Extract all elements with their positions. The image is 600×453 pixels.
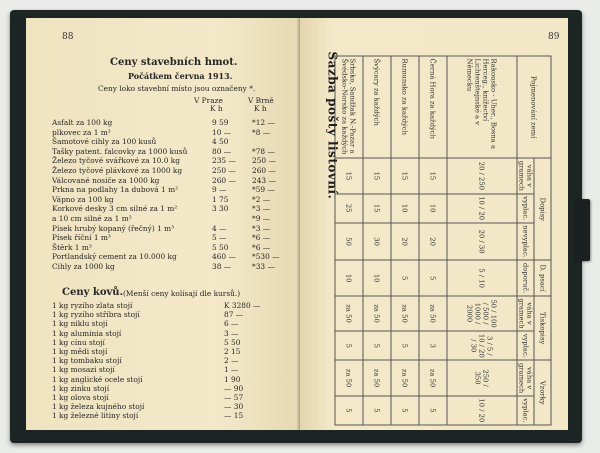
rate-cell-country: Rakousko - Uher., Bosna a Herceg., knížectví Lichtenštejnské a v Německu bbox=[447, 56, 517, 158]
rate-cell-sample-p: 10 / 20 bbox=[447, 396, 517, 425]
material-price-brno: *78 — bbox=[252, 146, 275, 156]
rate-cell-letter-w: 15 bbox=[391, 158, 419, 193]
rate-cell-print-p: 3 / 5 / 10 / 20 / 30 bbox=[447, 331, 517, 360]
material-price-brno: *6 — bbox=[252, 242, 271, 252]
th-card-rec: doporuč. bbox=[517, 260, 534, 295]
metal-price: — 90 bbox=[224, 383, 244, 393]
metal-price: — 15 bbox=[224, 411, 244, 421]
material-name: plkovec za 1 m² bbox=[52, 127, 111, 137]
rate-cell-print-w: za 50 bbox=[419, 296, 447, 331]
th-samples: Vzorky bbox=[534, 360, 551, 425]
metal-name: 1 kg ryzího stříbra stojí bbox=[52, 310, 140, 320]
rate-table-title: Sazba pošty listovní. bbox=[325, 51, 340, 200]
material-price-prague: 9 — bbox=[212, 185, 227, 195]
th-print-weight: váha v gramech bbox=[517, 296, 534, 331]
rate-cell-sample-w: za 50 bbox=[391, 360, 419, 395]
metal-price: 5 50 bbox=[224, 337, 241, 347]
rate-cell-country: Rumunsko za každých bbox=[391, 56, 419, 158]
th-prints: Tiskopisy bbox=[534, 296, 551, 361]
th-letter-unpaid: nevyplac. bbox=[517, 223, 534, 261]
th-letter-weight: váha v gramech bbox=[517, 158, 534, 193]
rate-row bbox=[419, 56, 447, 425]
material-price-prague: 4 — bbox=[212, 223, 227, 233]
metal-name: 1 kg tombaku stojí bbox=[52, 356, 122, 366]
material-name: Tašky patent. falcovky za 1000 kusů bbox=[52, 146, 188, 156]
rate-cell-country: Švýcary za každých bbox=[363, 56, 391, 158]
rate-cell-sample-p: 5 bbox=[363, 396, 391, 425]
rate-cell-print-p: 5 bbox=[335, 331, 363, 360]
material-price-prague: 9 59 bbox=[212, 118, 229, 127]
right-page-number: 89 bbox=[548, 32, 560, 42]
rate-cell-print-w: za 50 bbox=[363, 296, 391, 331]
left-page-number: 88 bbox=[62, 32, 74, 42]
col-unit-brno: K h bbox=[254, 104, 267, 113]
material-name: Písek říční 1 m³ bbox=[52, 233, 111, 243]
material-price-prague: 235 — bbox=[212, 156, 236, 166]
material-price-prague: 10 — bbox=[212, 127, 232, 137]
rate-cell-print-p: 5 bbox=[363, 331, 391, 360]
material-price-prague: 460 — bbox=[212, 252, 236, 262]
material-price-prague: 5 — bbox=[212, 233, 227, 243]
rate-cell-print-p: 3 bbox=[419, 331, 447, 360]
th-letter-paid: vyplac. bbox=[517, 194, 534, 223]
rate-cell-letter-w: 15 bbox=[419, 158, 447, 193]
metal-name: 1 kg železa kujného stojí bbox=[52, 402, 145, 412]
material-price-prague: 38 — bbox=[212, 262, 232, 271]
material-name: Štěrk 1 m³ bbox=[52, 242, 92, 252]
rate-cell-letter-u: 20 bbox=[391, 223, 419, 261]
rate-cell-sample-w: 250 / 350 bbox=[447, 360, 517, 395]
rate-cell-country: Černá Hora za každých bbox=[419, 56, 447, 158]
rate-cell-print-w: 50 / 100 / 500 / 1000 / 2000 bbox=[447, 296, 517, 331]
material-name: Písek hrubý kopaný (řečný) 1 m³ bbox=[52, 223, 175, 233]
metals-title: Ceny kovů. bbox=[62, 287, 124, 298]
rate-cell-letter-u: 20 / 30 bbox=[447, 223, 517, 261]
metal-name: 1 kg mosazi stojí bbox=[52, 365, 115, 375]
rate-cell-sample-w: za 50 bbox=[335, 360, 363, 395]
rate-cell-sample-w: za 50 bbox=[419, 360, 447, 395]
rate-cell-card: 5 bbox=[419, 260, 447, 295]
metal-price: 2 15 bbox=[224, 347, 241, 356]
col-unit-prague: K h bbox=[210, 104, 223, 113]
metal-price: — 30 bbox=[224, 402, 244, 412]
rate-cell-print-p: 5 bbox=[391, 331, 419, 360]
col-header-brno: V Brně bbox=[248, 96, 274, 105]
metals-note: (Menší ceny kolísají dle kursů.) bbox=[123, 289, 241, 298]
rate-cell-card: 10 bbox=[363, 260, 391, 295]
rate-cell-letter-w: 15 bbox=[335, 158, 363, 193]
metal-price: 87 — bbox=[224, 310, 244, 320]
rate-cell-letter-w: 20 / 250 bbox=[447, 158, 517, 193]
metal-price: 2 — bbox=[224, 356, 239, 366]
rate-cell-sample-w: za 50 bbox=[363, 360, 391, 395]
metal-name: 1 kg mědi stojí bbox=[52, 347, 108, 356]
rate-cell-print-w: za 50 bbox=[335, 296, 363, 331]
material-price-prague: 5 50 bbox=[212, 242, 229, 252]
metal-name: 1 kg ryzího zlata stojí bbox=[52, 301, 133, 310]
material-price-brno: 260 — bbox=[252, 166, 276, 175]
metal-name: 1 kg železné litiny stojí bbox=[52, 411, 139, 421]
metal-name: 1 kg olova stojí bbox=[52, 393, 109, 402]
metal-price: 1 90 bbox=[224, 374, 241, 384]
rate-row bbox=[391, 56, 419, 425]
rate-cell-letter-p: 15 bbox=[363, 194, 391, 223]
col-header-prague: V Praze bbox=[194, 96, 223, 105]
material-price-brno: *530 — bbox=[252, 252, 280, 262]
rate-row bbox=[447, 56, 517, 425]
metal-name: 1 kg anglické ocele stojí bbox=[52, 374, 143, 384]
rate-cell-letter-w: 15 bbox=[363, 158, 391, 193]
rate-cell-card: 5 / 10 bbox=[447, 260, 517, 295]
metal-price: 1 — bbox=[224, 365, 239, 375]
th-sample-paid: vyplac. bbox=[517, 396, 534, 425]
rate-cell-letter-p: 10 / 20 bbox=[447, 194, 517, 223]
rate-cell-sample-p: 5 bbox=[419, 396, 447, 425]
th-cards: D. psací bbox=[534, 260, 551, 295]
material-price-prague: 3 30 bbox=[212, 204, 229, 214]
material-price-brno: *12 — bbox=[252, 118, 275, 127]
rate-cell-sample-p: 5 bbox=[391, 396, 419, 425]
material-price-brno: *8 — bbox=[252, 127, 271, 137]
material-name: Železo tyčové plávkové za 1000 kg bbox=[52, 166, 183, 175]
material-name: Portlandský cement za 10.000 kg bbox=[52, 252, 177, 262]
material-name: Šamotové cihly za 100 kusů bbox=[52, 137, 157, 147]
rate-cell-card: 5 bbox=[391, 260, 419, 295]
material-name: Válcované nosiče za 1000 kg bbox=[52, 175, 160, 185]
rate-cell-letter-p: 25 bbox=[335, 194, 363, 223]
material-price-brno: *2 — bbox=[252, 194, 271, 204]
material-price-prague: 1 75 bbox=[212, 194, 229, 204]
metal-name: 1 kg cínu stojí bbox=[52, 337, 105, 347]
material-price-prague: 4 50 bbox=[212, 137, 229, 147]
metal-price: 3 — bbox=[224, 328, 239, 338]
material-price-brno: 250 — bbox=[252, 156, 276, 166]
material-price-prague: 80 — bbox=[212, 146, 232, 156]
metal-name: 1 kg niklu stojí bbox=[52, 319, 108, 329]
material-name: Vápno za 100 kg bbox=[52, 194, 114, 204]
material-price-brno: *3 — bbox=[252, 223, 271, 233]
rate-cell-letter-p: 10 bbox=[419, 194, 447, 223]
material-name: Cihly za 1000 kg bbox=[52, 262, 115, 271]
rate-cell-country: Srbsko, Sandžak N.-Pazar a Švédsko-Norsko za každých bbox=[335, 56, 363, 158]
th-print-paid: vyplac. bbox=[517, 331, 534, 360]
material-price-brno: *9 — bbox=[252, 214, 271, 223]
page-title: Ceny stavebních hmot. bbox=[110, 57, 238, 68]
rate-cell-letter-u: 50 bbox=[335, 223, 363, 261]
rate-cell-print-w: za 50 bbox=[391, 296, 419, 331]
material-price-brno: *33 — bbox=[252, 262, 275, 271]
material-price-prague: 250 — bbox=[212, 166, 236, 175]
material-price-brno: *6 — bbox=[252, 233, 271, 243]
rate-cell-sample-p: 5 bbox=[335, 396, 363, 425]
th-letters: Dopisy bbox=[534, 158, 551, 260]
material-name: Asfalt za 100 kg bbox=[52, 118, 113, 127]
rate-row bbox=[363, 56, 391, 425]
rate-cell-letter-u: 20 bbox=[419, 223, 447, 261]
page-subtitle: Počátkem června 1913. bbox=[128, 71, 233, 81]
material-price-brno: 243 — bbox=[252, 175, 276, 185]
material-name: Korkové desky 3 cm silné za 1 m² bbox=[52, 204, 178, 214]
metal-name: 1 kg aluminia stojí bbox=[52, 328, 122, 338]
metal-price: — 57 bbox=[224, 393, 244, 402]
material-name: Prkna na podlahy 1a dubová 1 m² bbox=[52, 185, 179, 195]
metal-price: 6 — bbox=[224, 319, 239, 329]
material-price-prague: 260 — bbox=[212, 175, 236, 185]
material-price-brno: *3 — bbox=[252, 204, 271, 214]
th-countries: Pojmenování zemí bbox=[517, 56, 551, 158]
material-name: Železo tyčové svářkové za 10.0 kg bbox=[52, 156, 180, 166]
metal-name: 1 kg zinku stojí bbox=[52, 383, 110, 393]
rate-cell-letter-u: 30 bbox=[363, 223, 391, 261]
page-note: Ceny loko stavební místo jsou označeny *. bbox=[98, 84, 256, 93]
postal-rate-table bbox=[335, 56, 552, 426]
material-price-brno: *59 — bbox=[252, 185, 275, 195]
material-name: a 10 cm silné za 1 m² bbox=[52, 214, 132, 223]
metal-price: K 3280 — bbox=[224, 301, 261, 310]
rate-cell-letter-p: 10 bbox=[391, 194, 419, 223]
rate-cell-card: 10 bbox=[335, 260, 363, 295]
th-sample-weight: váha v gramech bbox=[517, 360, 534, 395]
